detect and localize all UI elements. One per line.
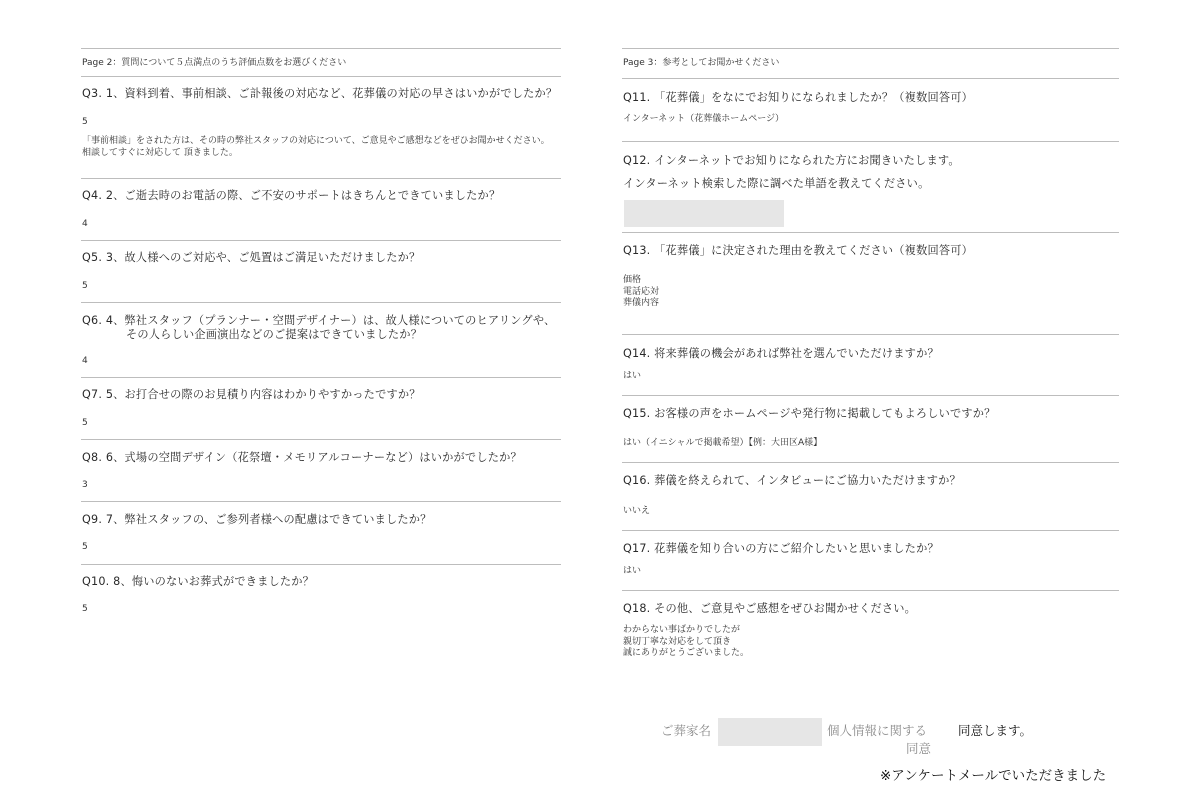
divider [622, 530, 1119, 531]
divider [622, 395, 1119, 396]
question-q8: Q8. 6、式場の空間デザイン（花祭壇・メモリアルコーナーなど）はいかがでしたか？ [82, 451, 522, 464]
divider [622, 462, 1119, 463]
question-q13: Q13. 「花葬儀」に決定された理由を教えてください（複数回答可） [623, 244, 974, 257]
answer-q5: 5 [82, 281, 88, 291]
divider [81, 501, 561, 502]
question-q7: Q7. 5、お打合せの際のお見積り内容はわかりやすかったですか？ [82, 388, 421, 401]
question-q12-line2: インターネット検索した際に調べた単語を教えてください。 [623, 177, 930, 190]
answer-q14: はい [623, 371, 642, 381]
divider [81, 76, 561, 77]
answer-q7: 5 [82, 418, 88, 428]
answer-q12-blank-field [624, 200, 784, 227]
answer-q16: いいえ [623, 506, 651, 516]
question-q15: Q15. お客様の声をホームページや発行物に掲載してもよろしいですか？ [623, 407, 996, 420]
family-name-field [718, 718, 822, 746]
question-q14: Q14. 将来葬儀の機会があれば弊社を選んでいただけますか？ [623, 347, 939, 360]
divider [81, 240, 561, 241]
divider [622, 590, 1119, 591]
answer-q11: インターネット（花葬儀ホームページ） [623, 114, 785, 124]
family-name-label: ご葬家名 [661, 723, 712, 738]
answer-q15: はい（イニシャルで掲載希望）【例：大田区A様】 [623, 438, 823, 448]
divider [622, 334, 1119, 335]
answer-q6: 4 [82, 356, 88, 366]
answer-q17: はい [623, 566, 642, 576]
divider [81, 439, 561, 440]
question-q9: Q9. 7、弊社スタッフの、ご参列者様への配慮はできていましたか？ [82, 513, 432, 526]
divider [622, 78, 1119, 79]
divider [622, 232, 1119, 233]
answer-q8: 3 [82, 480, 88, 490]
privacy-consent-value: 同意します。 [958, 723, 1033, 738]
divider [81, 564, 561, 565]
question-q4: Q4. 2、ご逝去時のお電話の際、ご不安のサポートはきちんとできていましたか？ [82, 189, 501, 202]
question-q10: Q10. 8、悔いのないお葬式ができましたか？ [82, 575, 315, 588]
question-q6-line2: その人らしい企画演出などのご提案はできていましたか？ [126, 328, 423, 341]
privacy-consent-label-line1: 個人情報に関する [827, 723, 928, 738]
question-q18: Q18. その他、ご意見やご感想をぜひお聞かせください。 [623, 602, 917, 615]
question-q11: Q11. 「花葬儀」をなにでお知りになられましたか？（複数回答可） [623, 91, 974, 104]
divider [622, 48, 1119, 49]
answer-q3: 5 [82, 117, 88, 127]
divider [81, 377, 561, 378]
divider [622, 141, 1119, 142]
page2-title: Page 2：質問について５点満点のうち評価点数をお選びください [82, 58, 347, 68]
answer-q10: 5 [82, 604, 88, 614]
divider [81, 178, 561, 179]
comment-q3: 「事前相談」をされた方は、その時の弊社スタッフの対応について、ご意見やご感想などをぜひお聞かせください。 相談してすぐに対応して 頂きました。 [82, 136, 550, 158]
answer-q13: 価格 電話応対 葬儀内容 [623, 275, 660, 308]
question-q6-line1: Q6. 4、弊社スタッフ（プランナー・空間デザイナー）は、故人様についてのヒアリングや、 [82, 314, 556, 327]
divider [81, 48, 561, 49]
answer-q4: 4 [82, 219, 88, 229]
question-q5: Q5. 3、故人様へのご対応や、ご処置はご満足いただけましたか？ [82, 251, 421, 264]
page3-title: Page 3：参考としてお聞かせください [623, 58, 780, 68]
question-q16: Q16. 葬儀を終えられて、インタビューにご協力いただけますか？ [623, 474, 961, 487]
divider [81, 302, 561, 303]
question-q17: Q17. 花葬儀を知り合いの方にご紹介したいと思いましたか？ [623, 542, 939, 555]
privacy-consent-label-line2: 同意 [906, 741, 932, 756]
answer-q9: 5 [82, 542, 88, 552]
question-q12-line1: Q12. インターネットでお知りになられた方にお聞きいたします。 [623, 154, 960, 167]
answer-q18: わからない事ばかりでしたが 親切丁寧な対応をして頂き 誠にありがとうございました。 [623, 625, 750, 658]
source-note: ※アンケートメールでいただきました [880, 768, 1107, 784]
question-q3: Q3. 1、資料到着、事前相談、ご訃報後の対応など、花葬儀の対応の早さはいかがでしたか？ [82, 87, 558, 100]
